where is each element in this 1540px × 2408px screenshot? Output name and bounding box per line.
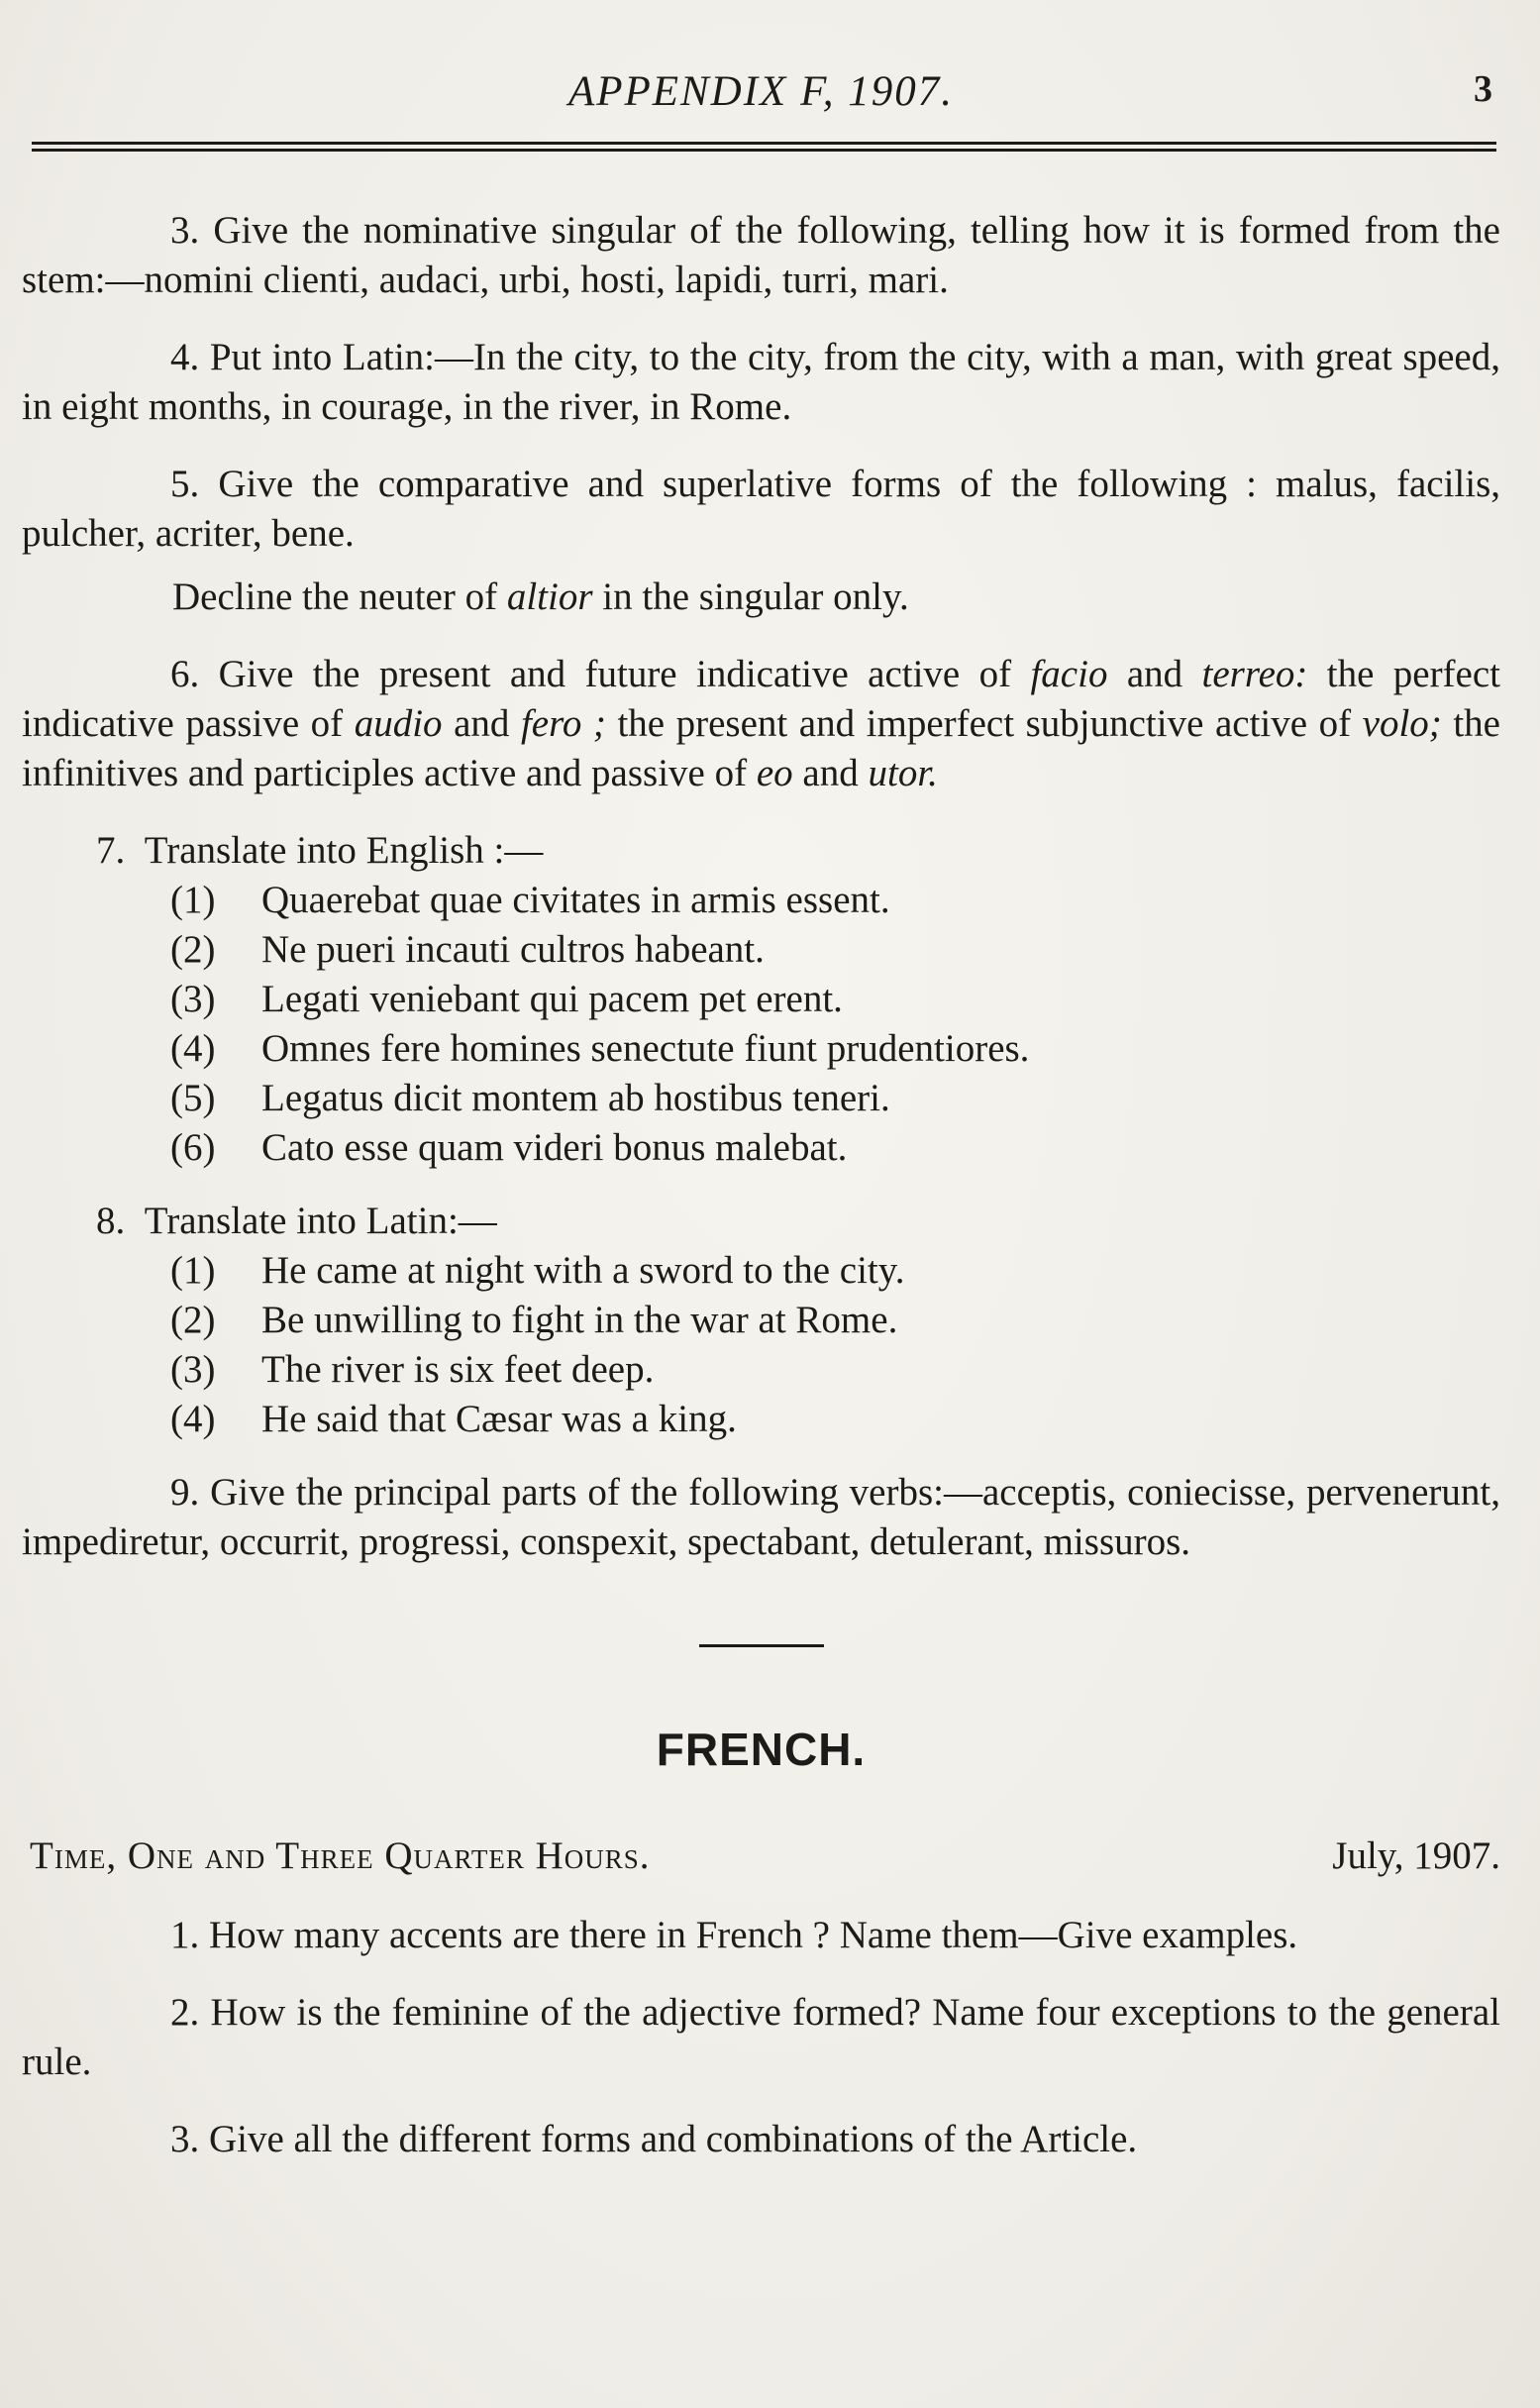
q6-text-3: the perfect indicative passive of <box>22 653 1501 745</box>
question-7 <box>22 826 1500 1173</box>
q6-text-7: and <box>792 752 869 794</box>
exam-date: July, 1907. <box>1332 1834 1500 1877</box>
sub-item-number: (1) <box>170 1249 216 1292</box>
q6-text-5: the present and imperfect subjunctive active of <box>605 702 1363 745</box>
q6-word-audio: audio <box>354 702 443 745</box>
question-5-decline <box>22 573 1500 622</box>
decline-word: altior <box>506 576 593 618</box>
section-title: FRENCH. <box>656 1724 867 1775</box>
question-number: 1. <box>170 1914 200 1956</box>
french-question-1 <box>22 1911 1500 1960</box>
question-number: 8. <box>96 1200 126 1242</box>
sub-item <box>170 876 1500 925</box>
question-text: Give all the different forms and combinations of the Article. <box>209 2118 1138 2160</box>
exam-time: Time, One and Three Quarter Hours. <box>30 1834 651 1877</box>
question-7-items <box>22 876 1500 1173</box>
question-text: Give the comparative and superlative forms of the following : malus, facilis, pulcher, acriter, bene. <box>22 463 1501 555</box>
question-number: 3. <box>170 2118 200 2160</box>
question-7-heading <box>22 826 1500 876</box>
question-3 <box>22 206 1500 305</box>
question-heading: Translate into English :— <box>144 829 544 872</box>
sub-item-text: He said that Cæsar was a king. <box>261 1398 737 1440</box>
sub-item-number: (4) <box>170 1027 216 1070</box>
question-number: 5. <box>170 463 200 505</box>
latin-section <box>22 139 1500 2164</box>
sub-item-text: Cato esse quam videri bonus malebat. <box>261 1126 848 1169</box>
question-number: 4. <box>170 336 200 378</box>
question-number: 7. <box>96 829 126 872</box>
q6-word-fero: fero ; <box>520 702 606 745</box>
sub-item <box>170 1024 1500 1074</box>
sub-item-text: He came at night with a sword to the city. <box>261 1249 905 1292</box>
question-text: Give the principal parts of the following verbs:—acceptis, coniecisse, pervenerunt, impediretur, occurrit, progressi, conspexit, spectabant, detulerant, missuros. <box>22 1471 1500 1563</box>
sub-item <box>170 1296 1500 1345</box>
sub-item-text: Ne pueri incauti cultros habeant. <box>261 928 765 971</box>
question-number: 9. <box>170 1471 200 1514</box>
question-6 <box>22 650 1500 798</box>
q6-word-volo: volo; <box>1362 702 1442 745</box>
question-5 <box>22 460 1500 559</box>
question-text: How is the feminine of the adjective formed? Name four exceptions to the general rule. <box>22 1991 1500 2083</box>
question-8 <box>22 1197 1500 1444</box>
question-number: 6. <box>170 653 200 695</box>
sub-item-number: (2) <box>170 1299 216 1341</box>
q6-word-facio: facio <box>1030 653 1108 695</box>
sub-item-text: The river is six feet deep. <box>261 1348 655 1391</box>
q6-text-6: the infinitives and participles active and passive of <box>22 702 1500 794</box>
section-divider <box>699 1644 824 1647</box>
q6-word-utor: utor. <box>868 752 938 794</box>
q6-text-4: and <box>442 702 521 745</box>
sub-item <box>170 1246 1500 1296</box>
question-number: 2. <box>170 1991 200 2034</box>
sub-item-number: (5) <box>170 1077 216 1119</box>
sub-item <box>170 975 1500 1024</box>
sub-item-text: Legati veniebant qui pacem pet erent. <box>261 978 843 1020</box>
french-question-3 <box>22 2115 1500 2164</box>
sub-item-text: Legatus dicit montem ab hostibus teneri. <box>261 1077 890 1119</box>
question-heading: Translate into Latin:— <box>144 1200 497 1242</box>
sub-item-number: (3) <box>170 978 216 1020</box>
exam-info-line <box>30 1832 1500 1881</box>
question-text: How many accents are there in French ? Name them—Give examples. <box>209 1914 1298 1956</box>
sub-item-text: Quaerebat quae civitates in armis essent. <box>261 879 890 921</box>
q6-text-1: Give the present and future indicative active of <box>218 653 1031 695</box>
question-text: Give the nominative singular of the following, telling how it is formed from the stem:—nomini clienti, audaci, urbi, hosti, lapidi, turri, mari. <box>22 209 1500 301</box>
question-number: 3. <box>170 209 200 252</box>
sub-item-number: (3) <box>170 1348 216 1391</box>
running-title: APPENDIX F, 1907. <box>567 68 955 115</box>
sub-item <box>170 925 1500 975</box>
sub-item <box>170 1123 1500 1173</box>
question-8-heading <box>22 1197 1500 1246</box>
sub-item <box>170 1074 1500 1123</box>
sub-item-text: Be unwilling to fight in the war at Rome. <box>261 1299 898 1341</box>
question-9 <box>22 1468 1500 1567</box>
page-number: 3 <box>1474 68 1492 110</box>
q6-text-2: and <box>1107 653 1202 695</box>
sub-item-number: (6) <box>170 1126 216 1169</box>
q6-word-eo: eo <box>756 752 793 794</box>
sub-item-number: (4) <box>170 1398 216 1440</box>
sub-item <box>170 1395 1500 1444</box>
sub-item-text: Omnes fere homines senectute fiunt prudentiores. <box>261 1027 1030 1070</box>
sub-item-number: (1) <box>170 879 216 921</box>
running-head <box>22 0 1500 139</box>
sub-item-number: (2) <box>170 928 216 971</box>
question-4 <box>22 333 1500 432</box>
decline-text-post: in the singular only. <box>592 576 909 618</box>
sub-item <box>170 1345 1500 1395</box>
french-section <box>22 1723 1500 2164</box>
q6-word-terreo: terreo: <box>1201 653 1308 695</box>
question-text: Put into Latin:—In the city, to the city, from the city, with a man, with great speed, in eight months, in courage, in the river, in Rome. <box>22 336 1500 428</box>
question-8-items <box>22 1246 1500 1444</box>
decline-text-pre: Decline the neuter of <box>172 576 507 618</box>
french-question-2 <box>22 1988 1500 2087</box>
